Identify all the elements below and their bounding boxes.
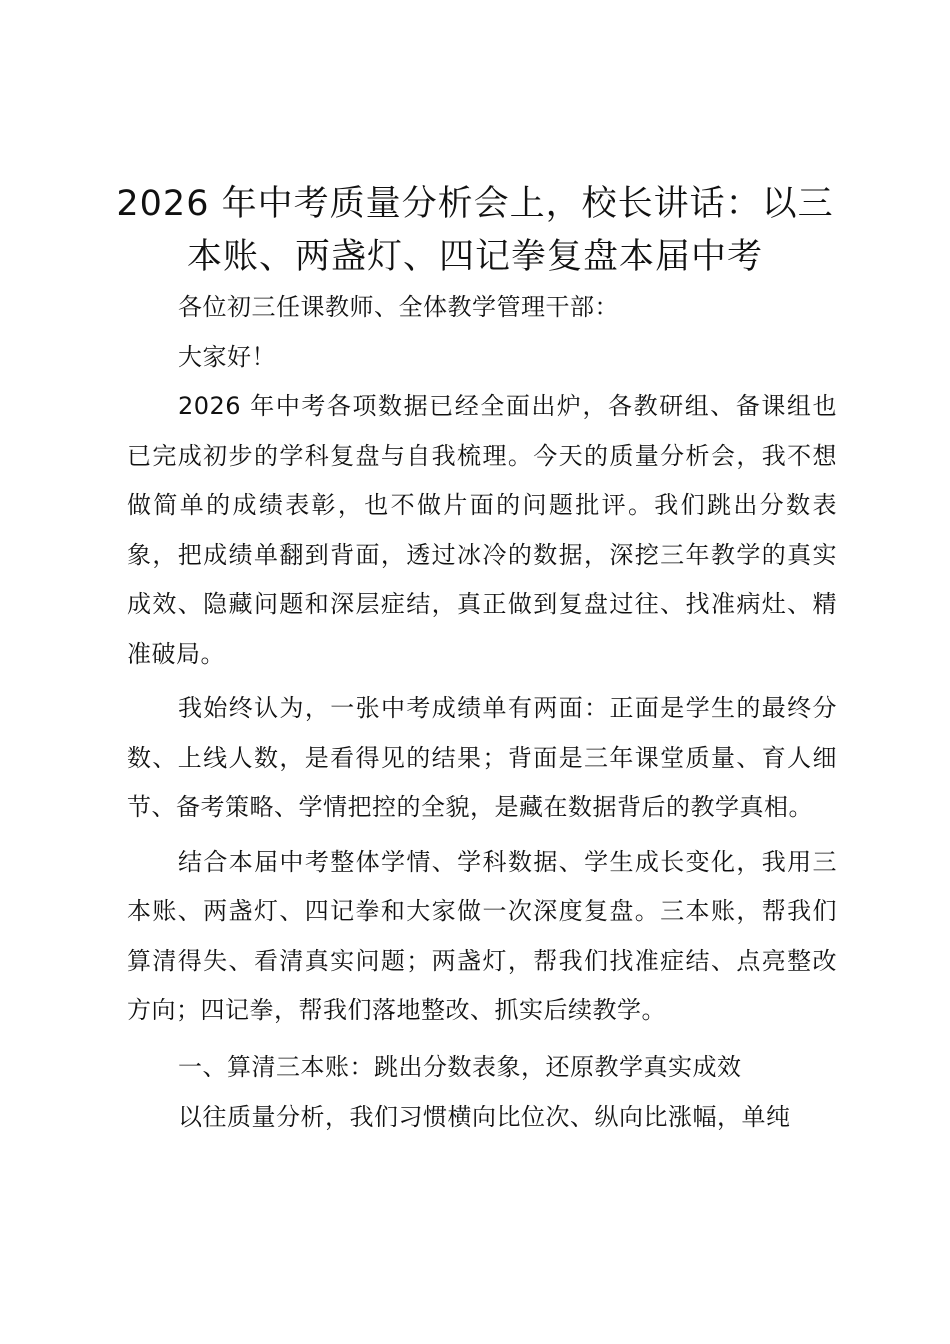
title-line-1: 2026 年中考质量分析会上，校长讲话：以三: [116, 184, 834, 224]
paragraph-review-plan: 结合本届中考整体学情、学科数据、学生成长变化，我用三本账、两盏灯、四记拳和大家做一次深度复盘。三本账，帮我们算清得失、看清真实问题；两盏灯，帮我们找准症结、点亮整改方向；四记拳，帮我们落地整改、抓实后续教学。: [127, 847, 837, 1024]
salutation: 各位初三任课教师、全体教学管理干部：: [178, 293, 619, 321]
greeting: 大家好！: [178, 343, 276, 371]
paragraph-intro: 2026 年中考各项数据已经全面出炉，各教研组、备课组也已完成初步的学科复盘与自我梳理。今天的质量分析会，我不想做简单的成绩表彰，也不做片面的问题批评。我们跳出分数表象，把成绩单翻到背面，透过冰冷的数据，深挖三年教学的真实成效、隐藏问题和深层症结，真正做到复盘过往、找准病灶、精准破局。: [127, 392, 837, 668]
paragraph-two-sides: 我始终认为，一张中考成绩单有两面：正面是学生的最终分数、上线人数，是看得见的结果；背面是三年课堂质量、育人细节、备考策略、学情把控的全貌，是藏在数据背后的教学真相。: [127, 694, 837, 821]
document-title: [110, 178, 840, 284]
paragraph-section-start: 以往质量分析，我们习惯横向比位次、纵向比涨幅，单纯: [178, 1102, 791, 1131]
section-heading: 一、算清三本账：跳出分数表象，还原教学真实成效: [178, 1052, 742, 1081]
title-line-2: 本账、两盏灯、四记拳复盘本届中考: [186, 237, 763, 277]
document-body: [127, 282, 837, 1147]
